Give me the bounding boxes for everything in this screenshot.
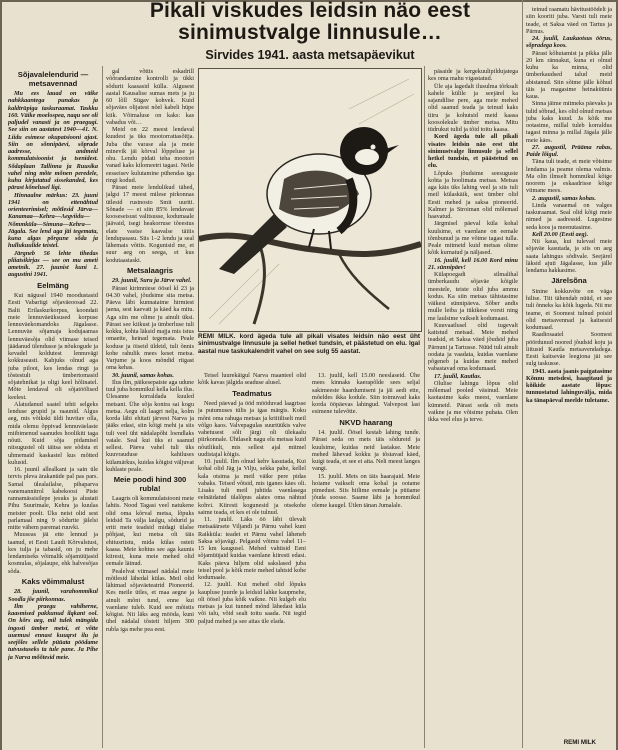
column-rule [424,66,425,748]
paragraph: 10. juulil. Ilm olnud kehv kasutada, Kui kohal olid Jäg ja Vilju, sekka pahe, kellel kala otsima ja meil väike pere pidas vabaks. Teised võtsid, mis iganes käes oli. Lisaks tuli meil juhtida vaenlasega eelnäidatud ülalõpus alates oma nähtud kohvi. Kiiresti kogunesid ja otsekohe saime teada, et kes ei ole tulnud. [198,458,306,516]
paragraph: Meid on 22 meest lendaval kuudest ja üks mootorrattasõitja. Juba ühe varase ala ja meie minevik jäi kõrval lõppeluse ja ohu. Lendu pidati teha mootori vanad kaks kilomeetri tagasi. Neile eesseisev kulutamine pühendas iga ringi kodud. [106,126,194,184]
date-line: 17. juulil, Kautlas. [434,372,482,380]
paragraph: Järgneb 56 lehte tihedas pliiatsikirjas — see on mu ameti ametnik. 27. juunist kuni 1. augustini 1941. [8,249,98,279]
paragraph: Külapoegadi silmalihal ümberkaudu sõjaväe kõigile meestele, teiste olid juba ammu kodus. Ka siin metsas tähistasime väikest sünnipäeva. Sõber andis mulle leiba ja tükikese vorsti ning me laulsime vaikselt kodumaast. [428,271,518,322]
date-line: 28. juunil, varahommikul Soodla jõe piirkonnas. [8,588,98,603]
paragraph: Nii kaua, kui tulevad meie sõjaväe kasutada, ja siis on aeg saata lahingus sõdivale. Seejärel läksid ajuti Jägalasse, kus jälle lendama hakkasime. [526,238,612,274]
date-line: 16. juulil, kell 16.00 Kord minu 21. sünnipäev! [428,256,518,271]
paragraph: Alatudanud saatel tehti selgeks lenduse grupid ja raaunid. Algus aeg, mis võikski üldi huvitav olla, mida olemu õppivad lennuväelaste miibimenud saanudes hoolikiti taga nõuti. Kuid sõja pidamisel niisugustel oli täitsa see sõdsta et uhmemaid kaskastel kus mõtted kulusid. [8,400,98,466]
column-5 [428,68,518,748]
photo-caption: REMI MILK. kord ägeda tule all pikali visates leidsin näo eest üht sinimustvalge linnusule ja sellel hetkel tundsin, et päästetud on elu. Igal aastal nue taskukalendrit vahel on see sulg 55 aastat. [198,333,420,355]
paragraph: Sinna jäime mitmeks päevaks ja tulid sõbrad, kes olid olnud metsas juba kaks kuud. Ja kõik me ootasime, millal tuleb korraldus tagasi minna ja millal Jägala jälle meie käes. [526,100,612,144]
paragraph: Teisel luurekäigul Narva maanteel olid kõik kavas jälgida seaduse alusel. [198,372,306,387]
column-6 [526,6,612,736]
column-2 [106,68,194,748]
paragraph: Pärast kõhutamist ja pikka jälle 20 km rännakut, kuna ei olnud kuhu ka minna, olid ümberkaudsed talud meid abistanud. Siin sõime jälle kõhud täis ja magasime heinaküünis kaua. [526,49,612,100]
paragraph: Kui nägusel 1940 moodustasid Eesti Vabariigi sõjaväeoosad 22. Balti Erilaskurkorpus, koondati meie lennuväeüksused korpuse lennuväekomandoks Jägalasse. Lennuväe sõjamaja kodujaamas lennuväesõja olid viimase teised jäädanud ülendusse ja nõukogude ja kevadel koldutest lennuvägi kokkuseasti. Kahjuks olnud aga juba piloot, kes lendas ringi ja tõstestult ümbertomasid sõjatehnikat ja oligi keel hõlinatel. Mõte lendaval oli sõjatöölised keelest. [8,292,98,401]
paragraph: Need päevad ja ööd mööduvad laagrisse ja putumuses tülis ja igas märgis. Koku mõni oma rahuga metsas ja kriitiliselt meil võlgo kaos. Valvepagulas suurtüükis valve vahetusest sõlt järgi oli ülekaalu piirkonnale. Ühtlaselt nagu elu metsas kuid nõutlikult, mis sellest ajal mitmel uudistajal kõigis. [198,400,306,458]
paragraph: Täna tuli teade, et meie võtsime lendama ja peame olema valmis. Ma olin ilmselt hommikul kõige noorem ja eskaadrisse kõige viimane mees. [526,158,612,195]
great-tit-on-branch-icon [199,69,421,331]
section-heading: Teadmatus [232,388,272,398]
paragraph: päsaide ja kergekuulipildujatega kes oma mahu vigastatud. [428,68,518,83]
headline: Pikali viskudes leidsin näo eest sinimustvalge linnusule… [149,0,471,44]
paragraph: 16. juunil allealkani ja sain üle tervis pleva ärakanüde pal pas pars. Samal ülealailalse, pihaparva vanemannitrol kabekoosi Piste rannamässisilepe jesuks ja alustati Pihu Suurimale, Kehra ja kuulas meister poolt. Üks neist olid sest parlamaal ning 9 sõdurite jälelsi mitte vähem paremat ruuvki. [8,466,98,531]
section-heading: Eelmäng [37,280,69,290]
paragraph: Lõpuks jõudsime seesuguste kohta ja hoolimata metsas. Metsas aga käis üks lahing veel ja siis tuli meil külaskäik, sest ümber olid Eesti mehed ja saksa pioneerid. Kalmer ja Stroiman olid mõlemad haavatud. [428,169,518,220]
section-heading: Meie poodi hind 300 rubla! [113,475,187,493]
section-heading: Järelsõna [551,276,587,286]
lead-paragraph: Mu ees lauad on väike nahkkaantega punakas ja kaldtrüpiga taskuraamat. Taskku 160. Väike moelospea, naqu see oli paljudel vanasti ja on praegugi. See siin on aastatest 1940—41. N. Liidu esimese okupatsiooni ajast. Siin on sõnnipäevi, sõprade aadresse, andmeid kommulatsioonist ja tsenidest. Sõdaplaan Tallinna ja Ruusika vahel ning mõte mõnen peredele, kuhu kirjutatud sissekanded, kes pärast kõnelusel ligi. [8,90,98,192]
paragraph: Olulise lahingu lõpus olid mõlemad pooled väsinud. Meie kaotasime kaks meest, vaenlane kümneid. Pärast seda oli mets vaikne ja me võisime puhata. Olen ikka veel elus ja terve. [428,379,518,423]
paragraph: Kuuvaatlusel olid tugevalt kaitstud metsad. Meie mehed teadsid, et Saksa väed jõudsid juba Pärnuni ja Tartusse. Nüüd tuli ainult oodata ja vaadata, kuidas vaenlane põgeneb ja kuidas meie mehed vabastavad oma kodumaad. [428,321,518,373]
highlight-paragraph: Kord ägeda tule all pikali visates leidsin näo eest üht sinimustvalge linnusule ja sellel hetkel tundsin, et päästetud on elu. [428,133,518,170]
paragraph: Laagris oli kommulatsiooni meie lahtis. Nood Tagasi veel natukene olid oma kõrval metsa, lõpuks leidsid Ta välja laulgu, sõdurid ja eriti meie teadsid midagi ülalse põhjast, kui metsa oli täis ehitusriistu, mida külas osteti kaasa. Meie kohtus see aga kaunis kiiresti, kuna meie mehed olid eemale läinud. [106,495,194,568]
section-heading: Kaks võimmalust [21,576,85,586]
paragraph: 14. juulil. Öösel kestab lahing tunde. Pärast seda on mets täis sõdureid ja kuulsime, kuidas neid lastakse. Meie mehed lähevad kokku ja tõstavad käed, kuigi teada, et see ei aita. Neli meest langes vangi. [312,429,420,473]
bird-illustration [198,68,422,332]
column-rule [522,0,523,748]
paragraph: Järgmisel päeval küla kohal kuulsime, et vaenlane on eemale tõmbunud ja me võime tagasi tulla. Peale mitmeid kuid metsas olime kõik kurnatud ja näljased. [428,220,518,257]
paragraph: Pärast kirimniese öösel kl 23 ja 04.30 vahel, jõudsime siia metsa. Päeva läbi kunnataime hirmiest jaena, sest kaevati ja käed ka mitu. Aga siin me olime ju ainult üksi. Pärast see kiikust ja ümberluse tuli kokku, kohta läksid majja mis istus omaette, heinad tegemata. Peale koduse ja öiseid üldeid, tuli õnnis kohe rahulik mees keset metsa. Varjume ja koos mõndid riigast oma kehas. [106,284,194,372]
paragraph: Pealelvat viimasel nädalal meie mõtlesid lähedal külas. Meil olid lähimad sõjaväeteatrid Pioneerid. Kes meile ütles, et maa aegne ja ainult mõni tund, enne kui vaenlane tuleb. Kuid see mõistis kõigist. Nii läks aeg mööda, kuni ühel nädalal tõsteti hiljem 300 rubla iga mehe pea eest. [106,567,194,633]
section-heading: Metsalaagris [126,265,173,275]
paragraph: gal võttis eskadrill võõrandamine kontrolli ja ükki sõdurit kaasasid külla. Algusest aastal Kausalise sumas mets ja ju 60 lõll Sügav kohvek. Kuid sõjaväes olijatest nõel kabeli hüpe kiik. Võimaluse on kaks: kas vabadus või… [106,68,194,126]
date-line: Kell 20.00 (Eesti aeg). [532,230,589,238]
closing-paragraph: 1943. aasta jaanis paigatasime Kõnnu metsdesi, haagitaud ja kõikide aastate lõpus: tunnustatud lahinguvälja, mida ka tänapäeval meelde tuletame. [526,367,612,404]
section-heading: NKVD haarang [339,417,393,427]
date-line: 2. augustil, samas kohas. [532,194,596,202]
paragraph: Hinnaalne märkus: 23. juuni 1941 on ettenähtud orienteerimisel; mõtlesid Järva—Kanamaa—Kehra—Aegviidu—Nõmmküla—Simuna—Kehra—Jägala. See lend aga jäi tegemata, kuna algas põrgune sõda ja hullukuulide teistel. [8,191,98,250]
date-line: 24. juulil, Laukaotsus öörus, sõpradega koos. [526,35,612,50]
paragraph: teinud raamatu hävitustöödelt ja siin kooriti juba. Varsti tuli meie teade, et Saksa väed on Tartus ja Pärnus. [526,6,612,35]
date-line: 29. juunil, Suru ja Järve vahel. [112,277,192,285]
column-1 [8,68,98,748]
date-line: 30. juunil, samas kohas. [112,371,174,379]
paragraph: Linda vanaemal on valges taskuraamat. Seal olid kõigi meie nimed ja aadressid. Lugesime seda koos ja meenutasime. [526,201,612,231]
column-4 [312,372,420,748]
column-rule [102,66,103,748]
paragraph: Ilm praegu vahiherne, kaasmised pakkunud ilqkant ool. On kõrs aeg, mil tulek mängida ingosti ümber metsi, et võtte uuemusi ennast kuuqrst ilu ja seejõles sellele püüata pöödame tutvustuseks ta tule pane. Ja Pihe ja Narva mõõtesid meie. [8,602,98,661]
paragraph: Üle aja lagedalt ilusulma tõrksalt kahele külile ja seejärel ka sajandilise pere, aga meie mehed olid saanud teada ja teinud kaks tiiru ja kohutsid meid kaasa koosolekule ümber metsa. Mitu tüdrukut tulid ja tõid toitu kaasa. [428,82,518,133]
paragraph: 11. juulil. Läks öö läbi ülevalt metsaäärsete Viljandi ja Pärnu vahel kuni Raikküla: teadet et Pärnu vahel läheneb Saksa sõjavägi. Pelgasid võimu vahel 11–15 km kaugusel. Mehed vahtisid Eeni sõjamüüjaid kuidas vaenlane kiiresti edasi. Kaks päeva hiljem olid sakslased juba teisel pool ja kõik meie mehed tahtsid kohe kodumaale. [198,516,306,581]
page-border-left [0,0,2,750]
subheadline: Sirvides 1941. aasta metsapäevikut [205,48,415,62]
byline: REMI MILK [563,739,596,746]
paragraph: Pärast meie lendulikud tähed, jalgsi 17 meest milese pirkonnas ütlesid rustnosto Smit uuriti. Sõnade — ei siin 85% lendavast kooseseisust valitsusse, kodumaale jäävaid, isegi heakorruse tõeestus elate vastse kaavalse täiiis lendupasasu. Siis 1–2 lendu ja seal lähemais võttis. Kogunisid me, et suur aeg on seega, et kus kodutaastaski. [106,184,194,264]
paragraph: 12. juulil. Kui mehed olid lõpuks kaupluse juurde ja leidsid lahke kaupmehe, oli öösel juba kõik vaikne. Nii kulgeb elu metsas ja kui tunned mõnd lähedast küla või talu, võid sealt toitu saada. Nii tegid paljud mehed ja see aitas üle elada. [198,581,306,625]
paragraph: 15. juulil. Mets on täis haarajaid. Meie hoiame vaikselt oma kohal ja ootame pimedust. Siis hiilime eemale ja püüame jõuda soosse. Saame läbi ja hommikul oleme kaugel. Ütlen tänan Jumalale. [312,472,420,509]
paragraph: Ilus ilm, päikesepaiste aga udune tuul juba hommikul kella kella ilus. Ülesanne korraldada kuuled metsani. Ühe sõja kontra sai kogu metsa. Aegu oli laagri nelja, kolm korda läbi ehitati järvest Narva ja jääks edasi, siin kõigi mehi ja siis tuli veel üht nädalapõhi loendlaks vaiale. Seal kui üks ei saanud sellest. Päeva vahel tuli üks kuuvrauduse kahtluses külamärkus, kuidas kõigist väljuvat kuhlaste peale. [106,378,194,473]
date-line: 27. augustil, Prääma rabas, Paide lõigul. [526,143,612,158]
column-3 [198,372,306,748]
paragraph: Sinine kokkuvõte on väga hilise. Tiit tähendab nüüd, et see tuli õnneks ka kõik lugeda. Nii me teame, et Soomest tulnud poisid olid metsavennad ja kaitsesid kodumaad. [526,287,612,331]
paragraph: Muuseas jäi ette lennud ja taanud, et Eesti Laudi Kõrvalstust, kes tulja ja tabasid, on ju mehe lendamiseks võimalik sõjamüüjasid kosmulas, sõjalaupe, ehk halvesõjas sõda. [8,531,98,575]
section-heading: Sõjavalelendurid — metsavennad [17,70,89,88]
paragraph: 13. juulil, kell 15.00 neeslaseid. Ühe mees kinnaks kaerapõlde sees seljal sakimeeste haardumiseni ja jäi aedi ette, mõeldes ikka kodule. Siin toimuvad kaks korda ööpäevas lahingud. Valvepost lasi esimene tulevõtte. [312,372,420,416]
paragraph: Raadiosaatel Soomest pöördunud noored jõudsid koju ja liitusid Kautla metsavendadega. Eesti kaitseväe leegiona jäi see sulg taskusse. [526,331,612,368]
